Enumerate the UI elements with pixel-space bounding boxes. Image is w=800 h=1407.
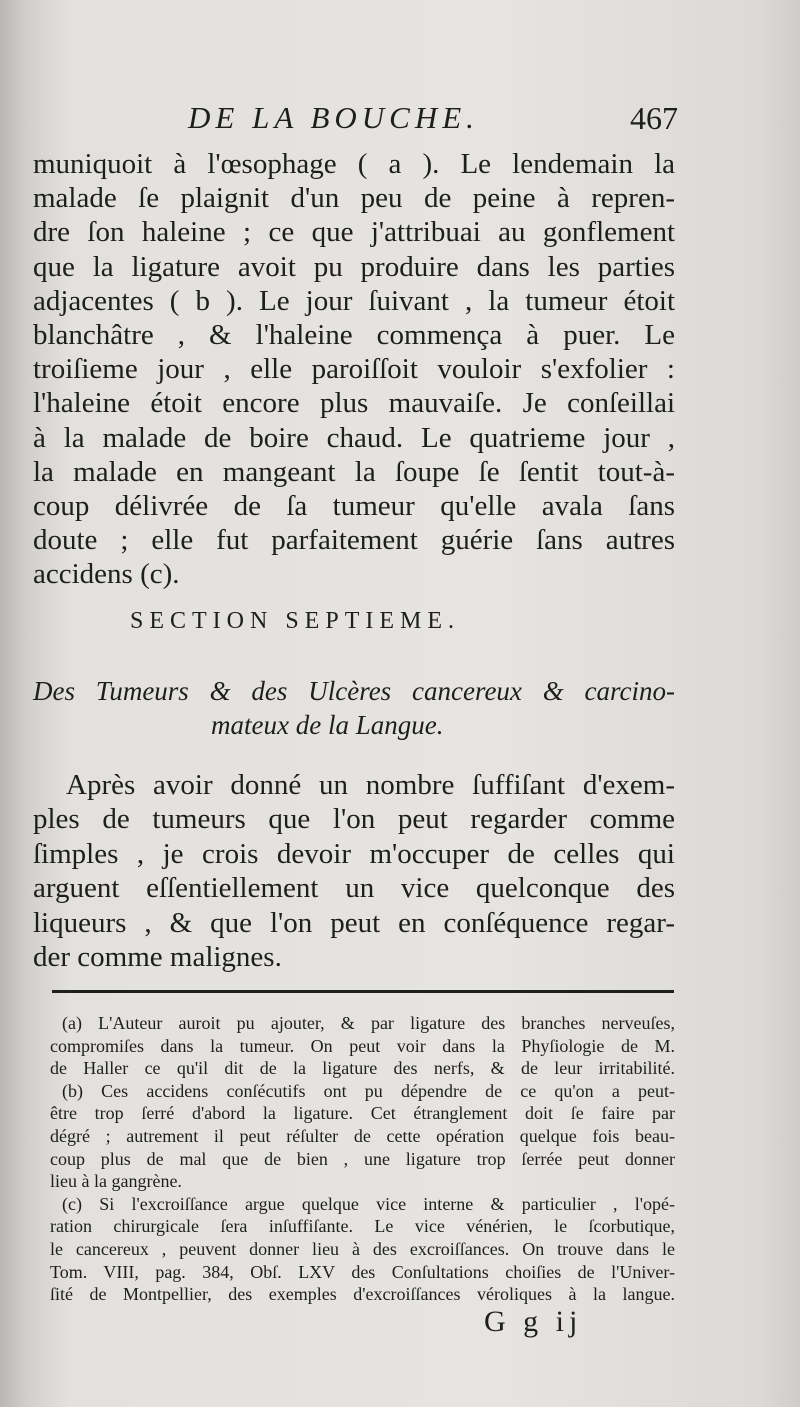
footnote-line: (c) Si l'excroiſſance argue quelque vice interne & particulier , l'opé- — [62, 1193, 675, 1214]
text-line: doute ; elle fut parfaitement guérie ſans autres — [33, 524, 675, 557]
text-line: la malade en mangeant la ſoupe ſe ſentit tout-à- — [33, 455, 675, 488]
text-line: ples de tumeurs que l'on peut regarder comme — [33, 803, 675, 836]
footnote-line: dégré ; autrement il peut réſulter de cette opération quelque fois beau- — [50, 1125, 675, 1146]
text-line: troiſieme jour , elle paroiſſoit vouloir s'exfolier : — [33, 353, 675, 386]
chapter-title-line: mateux de la Langue. — [211, 710, 444, 740]
text-line: ſimples , je crois devoir m'occuper de celles qui — [33, 837, 675, 870]
paragraph — [33, 768, 675, 974]
text-line: malade ſe plaignit d'un peu de peine à repren- — [33, 182, 675, 215]
section-heading: SECTION SEPTIEME. — [130, 608, 460, 634]
text-line: arguent eſſentiellement un vice quelconque des — [33, 872, 675, 905]
page-number: 467 — [630, 100, 678, 136]
signature-mark: G g ij — [484, 1305, 583, 1338]
text-line: à la malade de boire chaud. Le quatrieme jour , — [33, 421, 675, 454]
footnote-line: ration chirurgicale ſera inſuffiſante. Le vice vénérien, le ſcorbutique, — [50, 1216, 675, 1237]
chapter-title-line: Des Tumeurs & des Ulcères cancereux & carcino- — [33, 676, 675, 706]
text-line: l'haleine étoit encore plus mauvaiſe. Je conſeillai — [33, 387, 675, 420]
text-line: adjacentes ( b ). Le jour ſuivant , la tumeur étoit — [33, 284, 675, 317]
text-line: accidens (c). — [33, 558, 180, 591]
footnote-line: ſité de Montpellier, des exemples d'excroiſſances véroliques à la langue. — [50, 1284, 675, 1305]
text-line: der comme malignes. — [33, 940, 282, 973]
text-line: muniquoit à l'œsophage ( a ). Le lendemain la — [33, 148, 675, 180]
text-line: que la ligature avoit pu produire dans les parties — [33, 250, 675, 283]
footnote-line: (a) L'Auteur auroit pu ajouter, & par ligature des branches nerveuſes, — [62, 1013, 675, 1033]
footnote-line: (b) Ces accidens conſécutifs ont pu dépendre de ce qu'on a peut- — [62, 1080, 675, 1101]
text-line: blanchâtre , & l'haleine commença à puer. Le — [33, 318, 675, 351]
footnote-line: compromiſes dans la tumeur. On peut voir dans la Phyſiologie de M. — [50, 1035, 675, 1056]
footnote-line: Tom. VIII, pag. 384, Obſ. LXV des Conſultations choiſies de l'Univer- — [50, 1261, 675, 1282]
text-line: Après avoir donné un nombre ſuffiſant d'exem- — [66, 769, 675, 801]
footnote-divider — [52, 990, 674, 993]
text-line: coup délivrée de ſa tumeur qu'elle avala ſans — [33, 489, 675, 522]
text-line: liqueurs , & que l'on peut en conſéquence regar- — [33, 906, 675, 939]
footnotes — [50, 1012, 675, 1306]
footnote-line: coup plus de mal que de bien , une ligature trop ſerrée peut donner — [50, 1148, 675, 1169]
text-line: dre ſon haleine ; ce que j'attribuai au gonflement — [33, 216, 675, 249]
running-title: DE LA BOUCHE. — [188, 100, 479, 135]
page-header — [188, 100, 678, 144]
footnote-line: le cancereux , peuvent donner lieu à des excroiſſances. On trouve dans le — [50, 1238, 675, 1259]
paragraph-continued — [33, 147, 675, 591]
footnote-line: lieu à la gangrène. — [50, 1171, 182, 1192]
chapter-title — [33, 674, 675, 742]
footnote-line: être trop ſerré d'abord la ligature. Cet étranglement doit ſe faire par — [50, 1103, 675, 1124]
footnote-line: de Haller ce qu'il dit de la ligature des nerfs, & de leur irritabilité. — [50, 1058, 675, 1079]
